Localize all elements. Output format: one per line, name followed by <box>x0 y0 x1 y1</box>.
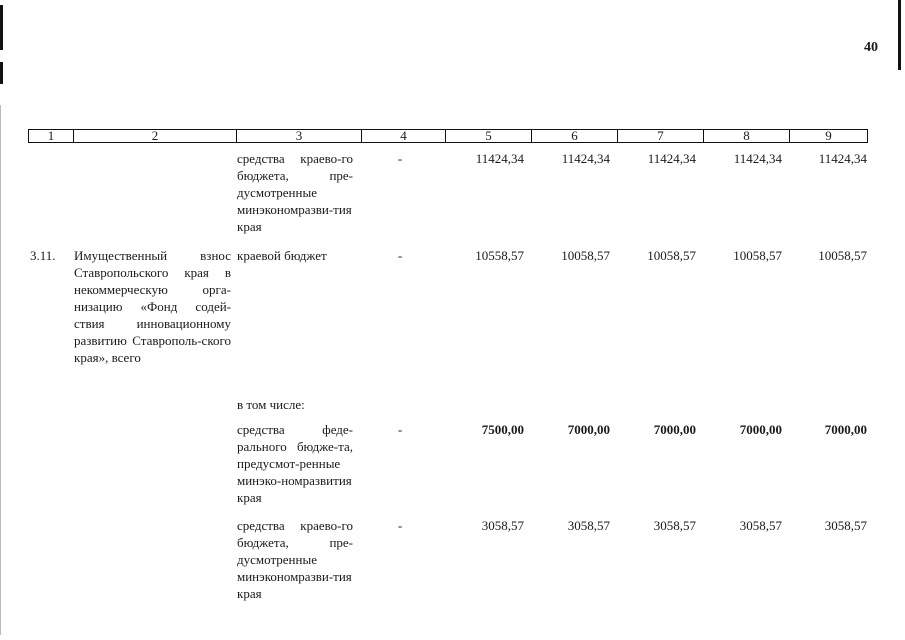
column-header: 4 <box>361 130 445 142</box>
column-header: 7 <box>617 130 703 142</box>
page-number: 40 <box>864 40 878 55</box>
col4-cell: - <box>397 422 403 437</box>
value-cell: 11424,34 <box>733 151 782 166</box>
value-cell: 7000,00 <box>824 422 867 437</box>
source-cell: в том числе: <box>237 397 305 412</box>
col4-cell: - <box>397 151 403 166</box>
value-cell: 3058,57 <box>824 518 867 533</box>
column-header: 1 <box>47 128 55 143</box>
column-header: 2 <box>73 130 236 142</box>
value-cell: 7000,00 <box>567 422 610 437</box>
scan-edge-mark <box>898 0 901 70</box>
value-cell: 7000,00 <box>739 422 782 437</box>
value-cell: 11424,34 <box>561 151 610 166</box>
scan-edge-mark <box>0 105 1 635</box>
value-cell: 10058,57 <box>561 248 610 263</box>
value-cell: 3058,57 <box>567 518 610 533</box>
row-number-cell: 3.11. <box>30 248 56 263</box>
value-cell: 11424,34 <box>475 151 524 166</box>
source-cell: средства краево-го бюджета, пре-дусмотренные минэкономразви-тия края <box>237 151 353 234</box>
source-cell: средства феде-рального бюдже-та, предусмот-ренные минэко-номразвития края <box>237 422 353 505</box>
value-cell: 10058,57 <box>647 248 696 263</box>
column-header: 3 <box>236 130 361 142</box>
value-cell: 7500,00 <box>481 422 524 437</box>
value-cell: 10558,57 <box>475 248 524 263</box>
source-cell: средства краево-го бюджета, пре-дусмотренные минэкономразви-тия края <box>237 518 353 601</box>
value-cell: 3058,57 <box>739 518 782 533</box>
column-header: 6 <box>531 130 617 142</box>
column-header: 8 <box>703 130 789 142</box>
scan-edge-mark <box>0 5 3 50</box>
value-cell: 3058,57 <box>653 518 696 533</box>
value-cell: 10058,57 <box>818 248 867 263</box>
value-cell: 11424,34 <box>818 151 867 166</box>
col4-cell: - <box>397 248 403 263</box>
column-header: 5 <box>445 130 531 142</box>
col4-cell: - <box>397 518 403 533</box>
table-header-row <box>28 129 868 143</box>
value-cell: 7000,00 <box>653 422 696 437</box>
column-header: 9 <box>789 130 867 142</box>
value-cell: 3058,57 <box>481 518 524 533</box>
item-name-cell: Имущественный взнос Ставропольского края в некоммерческую орга-низацию «Фонд содей-ствия инновационному развитию Ставрополь-ского края», всего <box>74 248 231 365</box>
scan-edge-mark <box>0 62 3 84</box>
source-cell: краевой бюджет <box>237 248 327 263</box>
value-cell: 11424,34 <box>647 151 696 166</box>
value-cell: 10058,57 <box>733 248 782 263</box>
